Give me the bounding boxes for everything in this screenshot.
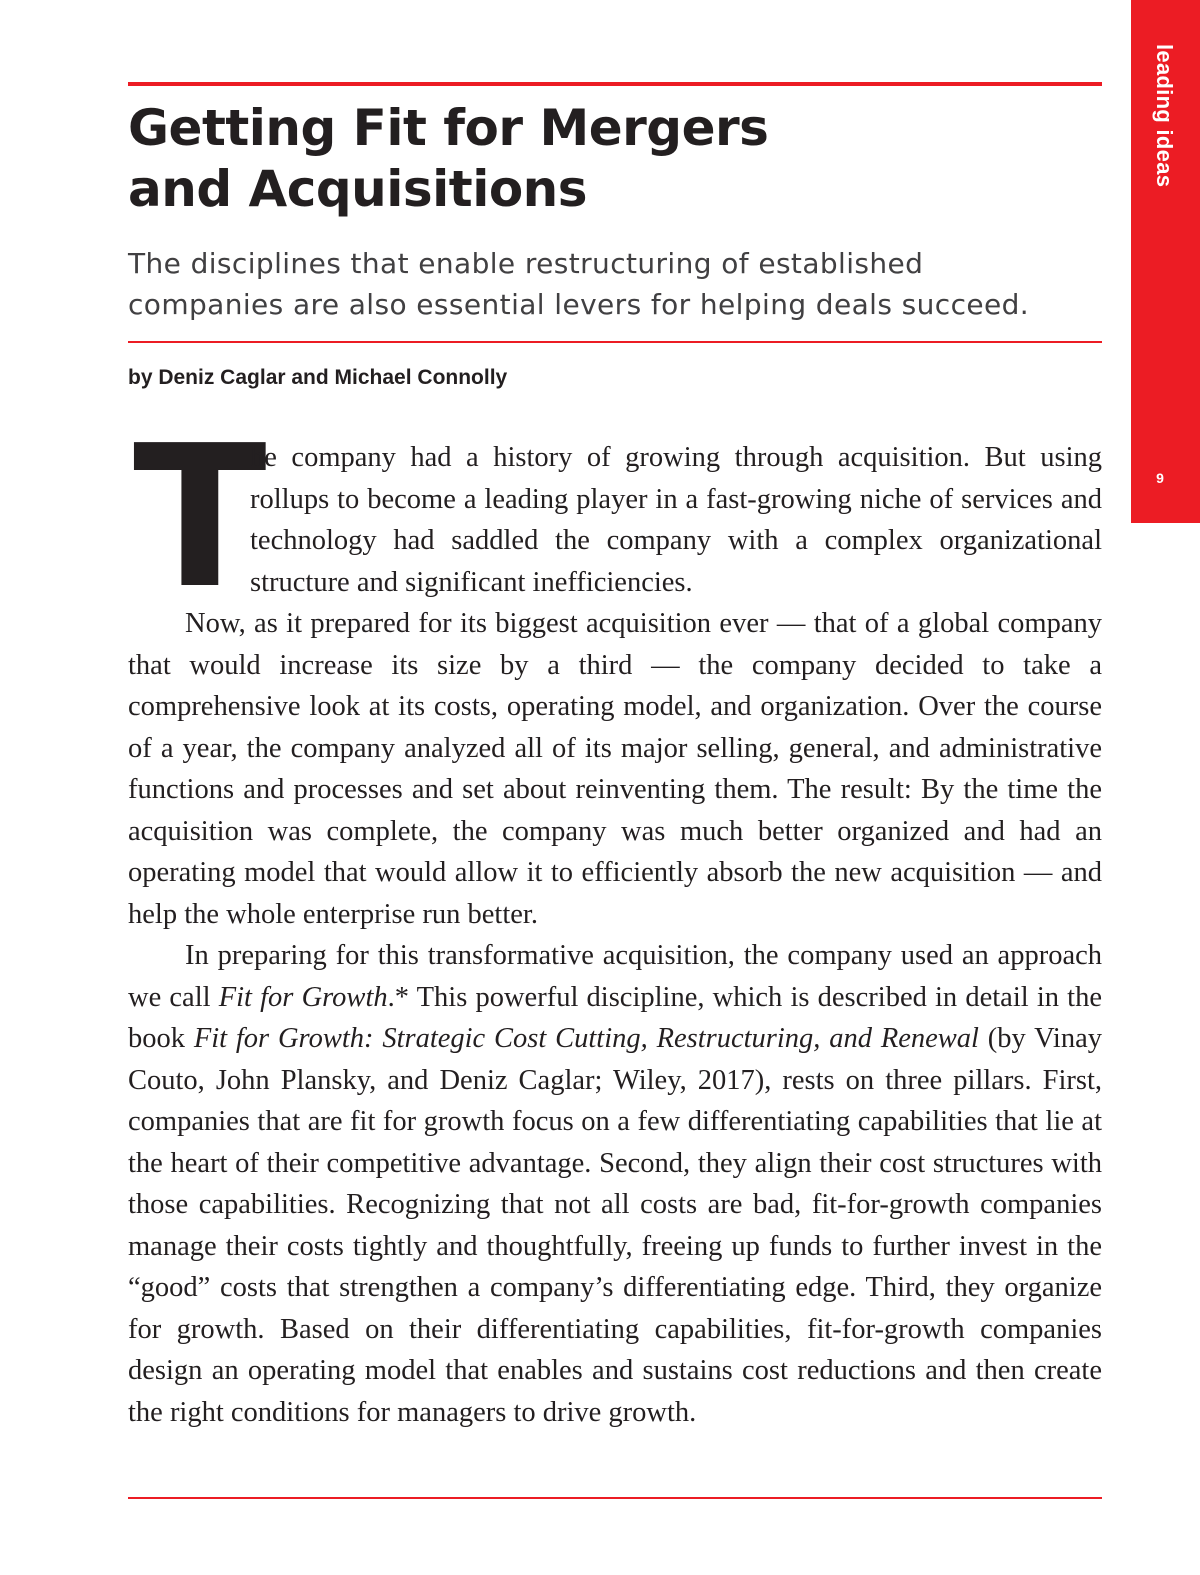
paragraph-3 (128, 935, 1102, 1433)
article-subtitle-line1: The disciplines that enable restructuring of established (128, 247, 924, 280)
lead-paragraph: he company had a history of growing through acquisition. But using rollups to become a leading player in a fast-growing niche of services and technology had saddled the company with a complex organizational structure and significant inefficiencies. (250, 442, 1102, 598)
article-title-line1: Getting Fit for Mergers (128, 99, 769, 157)
paragraph-2: Now, as it prepared for its biggest acquisition ever — that of a global company that would increase its size by a third — the company decided to take a comprehensive look at its costs, operating model, and organization. Over the course of a year, the company analyzed all of its major selling, general, and administrative functions and processes and set about reinventing them. The result: By the time the acquisition was complete, the company was much better organized and had an operating model that would allow it to efficiently absorb the new acquisition — and help the whole enterprise run better. (128, 608, 1102, 930)
article-title (128, 98, 1028, 220)
paragraph-3-part2: .* This powerful discipline, which is described in detail in the book (128, 981, 1102, 1054)
article-title-line2: and Acquisitions (128, 160, 588, 218)
drop-cap: T (133, 404, 267, 632)
article-body (128, 603, 1102, 1433)
paragraph-3-part3: (by Vinay Couto, John Plansky, and Deniz Caglar; Wiley, 2017), rests on three pillars. First, companies that are fit for growth focus on a few differentiating capabilities that lie at the heart of their competitive advantage. Second, they align their cost structures with those capabilities. Recognizing that not all costs are bad, fit-for-growth companies manage their costs tightly and thoughtfully, freeing up funds to further invest in the “good” costs that strengthen a company’s differentiating edge. Third, they organize for growth. Based on their differentiating capabilities, fit-for-growth companies design an operating model that enables and sustains cost reductions and then create the right conditions for managers to drive growth. (128, 1023, 1103, 1428)
fit-for-growth-term: Fit for Growth (218, 981, 388, 1013)
header-divider (128, 341, 1102, 343)
byline: by Deniz Caglar and Michael Connolly (128, 366, 508, 389)
article-subtitle (128, 243, 1108, 325)
top-divider (128, 82, 1102, 86)
paragraph-3-part1: In preparing for this transformative acquisition, the company used an approach we call (128, 940, 1102, 1013)
bottom-divider (128, 1497, 1102, 1499)
section-tab-label: leading ideas (1152, 44, 1177, 188)
page-number: 9 (1156, 470, 1164, 486)
article-subtitle-line2: companies are also essential levers for helping deals succeed. (128, 288, 1030, 321)
book-title: Fit for Growth: Strategic Cost Cutting, Restructuring, and Renewal (193, 1023, 979, 1054)
